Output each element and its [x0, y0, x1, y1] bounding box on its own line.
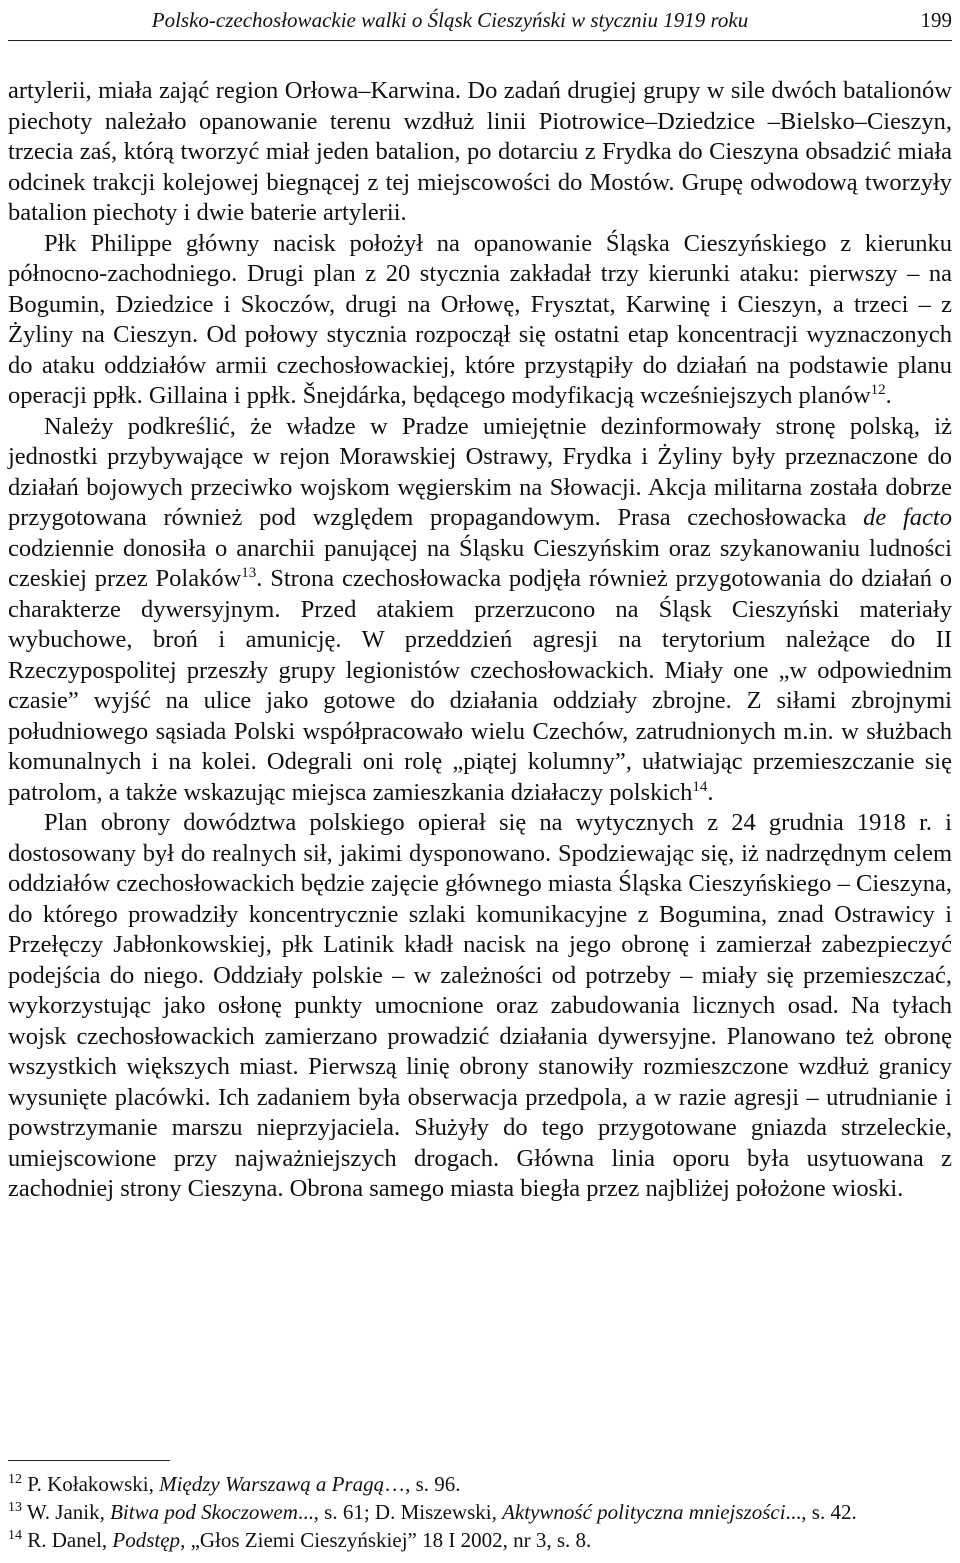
footnote-title: Aktywność polityczna mniejszości	[502, 1500, 786, 1524]
footnote-ref-14[interactable]: 14	[692, 778, 708, 795]
footnote-text: , „Głos Ziemi Cieszyńskiej” 18 I 2002, nr 3, s. 8.	[180, 1528, 592, 1552]
running-head-title: Polsko-czechosłowackie walki o Śląsk Cieszyński w styczniu 1919 roku	[151, 8, 749, 32]
italic-term: de facto	[863, 504, 952, 531]
paragraph-4	[8, 808, 952, 1205]
footnote-ref-12[interactable]: 12	[870, 382, 886, 398]
footnote-12	[8, 1470, 952, 1498]
body-text	[8, 76, 952, 1205]
paragraph-3-text-c: . Strona czechosłowacka podjęła również przygotowania do działań o charakterze dywersyjnym. Przed atakiem przerzucono na Śląsk Cieszyński materiały wybuchowe, broń i amunicję. W przeddzień agresji na terytorium należące do II Rzeczypospolitej przeszły grupy legionistów czechosłowackich. Miały one „w odpowiednim czasie” wyjść na ulice jako gotowe do działania oddziały zbrojne. Z siłami zbrojnymi południowego sąsiada Polski współpracowało wielu Czechów, zatrudnionych m.in. w służbach komunalnych i na kolei. Odegrali oni rolę „piątej kolumny”, ułatwiając przemieszczanie się patrolom, a także wskazując miejsca zamieszkania działaczy polskich	[8, 565, 952, 806]
footnote-text: R. Danel,	[27, 1528, 113, 1552]
paragraph-2	[8, 229, 952, 412]
paragraph-1	[8, 76, 952, 229]
footnotes	[8, 1470, 952, 1554]
paragraph-4-text: Plan obrony dowództwa polskiego opierał się na wytycznych z 24 grudnia 1918 r. i dostosowany był do realnych sił, jakimi dysponowano. Spodziewając się, iż nadrzędnym celem oddziałów czechosłowackich będzie zajęcie głównego miasta Śląska Cieszyńskiego – Cieszyna, do którego prowadziły koncentrycznie szlaki komunikacyjne z Bogumina, znad Ostrawicy i Przełęczy Jabłonkowskiej, płk Latinik kładł nacisk na jego obronę i zamierzał zabezpieczyć podejścia do niego. Oddziały polskie – w zależności od potrzeby – miały się przemieszczać, wykorzystując jako osłonę punkty umocnione oraz zabudowania licznych osad. Na tyłach wojsk czechosłowackich zamierzano prowadzić działania dywersyjne. Planowano też obronę wszystkich większych miast. Pierwszą linię obrony stanowiły rozmieszczone wzdłuż granicy wysunięte placówki. Ich zadaniem była obserwacja przedpola, a w razie agresji – utrudnianie i powstrzymanie marszu nieprzyjaciela. Służyły do tego przygotowane gniazda strzeleckie, umiejscowione przy najważniejszych drogach. Główna linia oporu była usytuowana z zachodniej strony Cieszyna. Obrona samego miasta biegła przez najbliżej położone wioski.	[8, 809, 952, 1202]
footnote-number: 13	[8, 1500, 22, 1515]
footnote-14	[8, 1526, 952, 1554]
footnote-text: ..., s. 61; D. Miszewski,	[297, 1500, 503, 1524]
paragraph-3-text-b: codziennie donosiła o anarchii panującej na Śląsku Cieszyńskim oraz szykanowaniu ludności czeskiej przez Polaków	[8, 534, 952, 592]
paragraph-3-text-a: Należy podkreślić, że władze w Pradze umiejętnie dezinformowały stronę polską, iż jednostki przybywające w rejon Morawskiej Ostrawy, Frydka i Żyliny były przeznaczone do działań bojowych przeciwko wojskom węgierskim na Słowacji. Akcja militarna została dobrze przygotowana również pod względem propagandowym. Prasa czechosłowacka	[8, 412, 952, 531]
footnote-title: Podstęp	[112, 1528, 181, 1552]
running-head	[8, 4, 952, 36]
paragraph-2-text: Płk Philippe główny nacisk położył na opanowanie Śląska Cieszyńskiego z kierunku północno-zachodniego. Drugi plan z 20 stycznia zakładał trzy kierunki ataku: pierwszy – na Bogumin, Dziedzice i Skoczów, drugi na Orłowę, Frysztat, Karwinę i Cieszyn, a trzeci – z Żyliny na Cieszyn. Od połowy stycznia rozpoczął się ostatni etap koncentracji wyznaczonych do ataku oddziałów armii czechosłowackiej, które przystąpiły do działań na podstawie planu operacji ppłk. Gillaina i ppłk. Šnejdárka, będącego modyfikacją wcześniejszych planów	[8, 229, 952, 409]
paragraph-2-end: .	[885, 382, 892, 409]
footnote-text: …, s. 96.	[384, 1472, 461, 1496]
footnote-title: Między Warszawą a Pragą	[159, 1472, 385, 1496]
header-rule	[8, 40, 952, 41]
footnote-rule	[8, 1460, 170, 1461]
footnote-number: 12	[8, 1472, 22, 1487]
footnote-number: 14	[8, 1528, 22, 1543]
footnote-text: W. Janik,	[26, 1500, 111, 1524]
page-number: 199	[920, 8, 952, 32]
paragraph-1-text: artylerii, miała zająć region Orłowa–Karwina. Do zadań drugiej grupy w sile dwóch batalionów piechoty należało opanowanie terenu wzdłuż linii Piotrowice–Dziedzice –Bielsko–Cieszyn, trzecia zaś, którą tworzyć miał jeden batalion, po dotarciu z Frydka do Cieszyna obsadzić miała odcinek trakcji kolejowej biegnącej z tej miejscowości do Mostów. Grupę odwodową tworzyły batalion piechoty i dwie baterie artylerii.	[8, 77, 952, 226]
footnote-ref-13[interactable]: 13	[241, 565, 257, 581]
paragraph-3	[8, 412, 952, 809]
footnote-title: Bitwa pod Skoczowem	[110, 1500, 298, 1524]
footnote-text: P. Kołakowski,	[27, 1472, 160, 1496]
footnote-13	[8, 1498, 952, 1526]
footnote-text: ..., s. 42.	[785, 1500, 857, 1524]
paragraph-3-end: .	[707, 778, 714, 806]
